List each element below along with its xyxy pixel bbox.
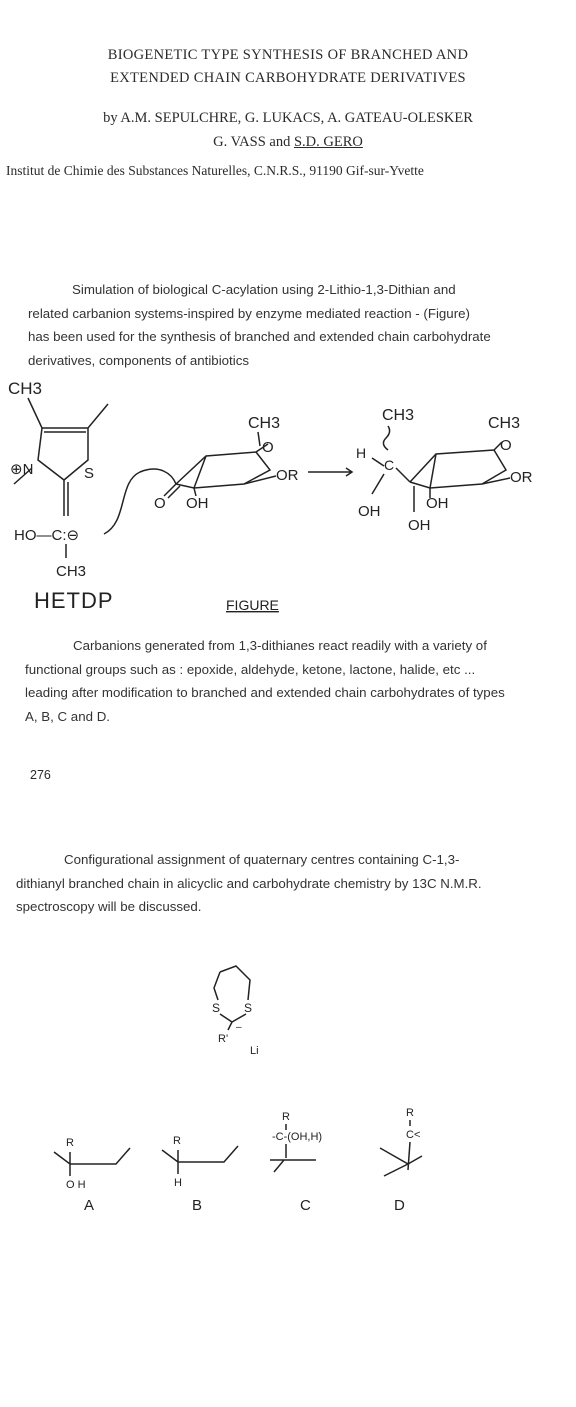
branched-types-structures xyxy=(40,1100,440,1220)
type-c-bonds xyxy=(270,1144,316,1172)
fig-o-ring1: O xyxy=(262,439,274,456)
type-b-label: B xyxy=(192,1197,203,1214)
type-c-r: R xyxy=(282,1111,290,1123)
para2-line-2: functional groups such as : epoxide, aldehyde, ketone, lactone, halide, etc ... xyxy=(25,661,476,677)
fig-h-product: H xyxy=(356,445,367,461)
type-a-sub: O H xyxy=(66,1179,86,1191)
type-d-r: R xyxy=(406,1107,414,1119)
figure-caption: FIGURE xyxy=(226,597,279,613)
para1-line-3: has been used for the synthesis of branched and extended chain carbohydrate xyxy=(28,329,491,344)
fig-ch3-sugar1: CH3 xyxy=(248,415,281,432)
fig-oh-sugar1: OH xyxy=(186,495,209,512)
fig-oh-product-1: OH xyxy=(358,503,381,520)
fig-ch3-product-branch: CH3 xyxy=(382,407,415,424)
type-b-bonds xyxy=(162,1146,238,1174)
fig-c-product: C xyxy=(384,457,395,473)
fig-or-2: OR xyxy=(510,469,533,486)
authors-line-2 xyxy=(0,134,576,151)
para1-line-2: related carbanion systems-inspired by enzyme mediated reaction - (Figure) xyxy=(28,305,470,321)
para2-line-1: Carbanions generated from 1,3-dithianes react readily with a variety of xyxy=(73,638,487,653)
paper-title-line-1: BIOGENETIC TYPE SYNTHESIS OF BRANCHED AND xyxy=(107,47,469,63)
type-d-bonds xyxy=(380,1142,422,1176)
sugar-ring-2 xyxy=(410,442,506,488)
authors-line-1: by A.M. SEPULCHRE, G. LUKACS, A. GATEAU-OLESKER xyxy=(103,110,473,126)
para1-line-4: derivatives, components of antibiotics xyxy=(28,352,249,368)
fig-ch3-thiazole: CH3 xyxy=(8,379,43,398)
type-b-r: R xyxy=(173,1135,181,1147)
fig-ch3-lower: CH3 xyxy=(56,563,87,580)
fig-or-1: OR xyxy=(276,467,299,484)
dithiane-li: Li xyxy=(250,1045,259,1057)
type-a-label: A xyxy=(84,1197,95,1214)
fig-ho-c: HO—C:⊖ xyxy=(14,527,80,544)
type-a-bonds xyxy=(54,1148,130,1176)
authors-plain: G. VASS and xyxy=(213,134,294,150)
carbanion-minus: – xyxy=(236,1022,242,1033)
reaction-arrow xyxy=(308,468,352,476)
paragraph-simulation xyxy=(28,278,491,372)
fig-n-plus: ⊕N xyxy=(10,461,34,478)
para2-line-3: leading after modification to branched and extended chain carbohydrates of types xyxy=(25,685,505,700)
type-c-top: -C-(OH,H) xyxy=(272,1131,323,1143)
paper-title-line-2: EXTENDED CHAIN CARBOHYDRATE DERIVATIVES xyxy=(110,70,466,86)
type-a-r: R xyxy=(66,1137,74,1149)
dithiane-s-right: S xyxy=(244,1001,253,1015)
paragraph-configurational xyxy=(16,848,482,919)
figure-reaction-scheme xyxy=(0,372,576,622)
or-bond-1 xyxy=(244,476,276,484)
fig-ch3-product-ring: CH3 xyxy=(488,415,521,432)
type-d-label: D xyxy=(394,1197,405,1214)
para2-line-4: A, B, C and D. xyxy=(25,708,110,724)
type-d-top: C< xyxy=(406,1129,421,1141)
para3-line-1: Configurational assignment of quaternary centres containing C-1,3- xyxy=(64,852,460,867)
sugar-ring-1 xyxy=(176,432,270,488)
type-c-label: C xyxy=(300,1197,311,1214)
fig-hetdp-label: HETDP xyxy=(34,588,114,613)
lithio-dithiane-structure xyxy=(190,960,290,1060)
fig-s-thiazole: S xyxy=(84,465,95,482)
affiliation: Institut de Chimie des Substances Naturelles, C.N.R.S., 91190 Gif-sur-Yvette xyxy=(6,163,424,178)
para3-line-2: dithianyl branched chain in alicyclic and carbohydrate chemistry by 13C N.M.R. xyxy=(16,875,482,891)
para1-line-1: Simulation of biological C-acylation using 2-Lithio-1,3-Dithian and xyxy=(72,282,456,297)
dithiane-c2 xyxy=(220,1014,246,1030)
type-b-sub: H xyxy=(174,1177,182,1189)
fig-o-ring2: O xyxy=(500,437,512,454)
dithiane-s-left: S xyxy=(212,1001,221,1015)
fig-oh-product-3: OH xyxy=(408,517,431,534)
authors-underlined: S.D. GERO xyxy=(293,134,363,150)
thiazolium-ring xyxy=(28,398,108,480)
wavy-bond xyxy=(383,426,389,450)
dithiane-ring xyxy=(214,966,250,1000)
page-number: 276 xyxy=(30,768,51,782)
dithiane-r-prime: R' xyxy=(218,1033,229,1045)
para3-line-3: spectroscopy will be discussed. xyxy=(16,899,202,914)
fig-oh-product-2: OH xyxy=(426,495,449,512)
fig-o-carbonyl: O xyxy=(154,495,166,512)
paragraph-carbanions xyxy=(25,634,505,728)
